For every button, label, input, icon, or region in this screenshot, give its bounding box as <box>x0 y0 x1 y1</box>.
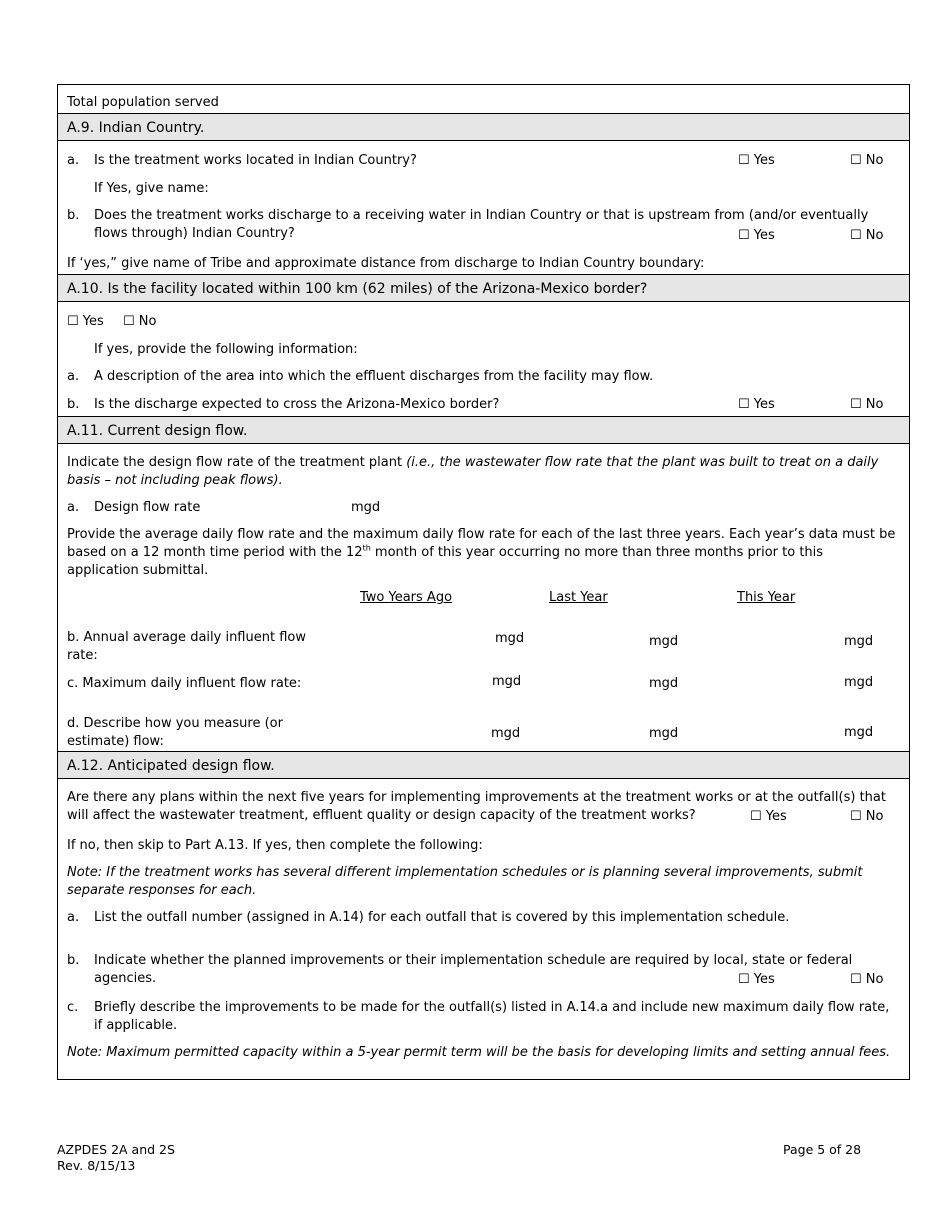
a10-b-yes-checkbox[interactable]: ☐ Yes <box>738 397 775 412</box>
flow-row-c-unit-3: mgd <box>844 675 874 690</box>
flow-row-c-unit-2: mgd <box>649 676 679 691</box>
a11-a-letter: a. <box>67 500 80 515</box>
col-last-year: Last Year <box>549 590 608 605</box>
a11-intro <box>67 454 902 490</box>
flow-row-d-label: d. Describe how you measure (or estimate) flow: <box>67 716 283 749</box>
flow-row-d-unit-3: mgd <box>844 725 874 740</box>
application-form <box>57 84 910 1080</box>
a12-c-letter: c. <box>67 1000 79 1015</box>
a12-note1: Note: If the treatment works has several different implementation schedules or is planning several improvements, submit separate responses for each. <box>67 865 863 898</box>
a10-b-no-checkbox[interactable]: ☐ No <box>850 397 884 412</box>
a9-a-letter: a. <box>67 153 80 168</box>
a11-design-flow-unit: mgd <box>351 500 381 515</box>
a12-b-yes-checkbox[interactable]: ☐ Yes <box>738 972 775 987</box>
a9-a-question: Is the treatment works located in Indian Country? <box>94 153 417 168</box>
a11-provide-part1: Provide the average daily flow rate and the maximum daily flow rate for each of the last three years. Each year’s data must be based on a 12 month time period with the 12 <box>67 527 896 560</box>
a12-plans-yes-checkbox[interactable]: ☐ Yes <box>750 809 787 824</box>
section-a12-title: A.12. Anticipated design flow. <box>67 758 275 774</box>
a9-b-no-checkbox[interactable]: ☐ No <box>850 228 884 243</box>
section-a11-title: A.11. Current design flow. <box>67 423 248 439</box>
section-a10-title: A.10. Is the facility located within 100 km (62 miles) of the Arizona-Mexico border? <box>67 281 648 297</box>
a11-provide-sup: th <box>362 543 371 553</box>
a9-tribe-label: If ‘yes,” give name of Tribe and approximate distance from discharge to Indian Country boundary: <box>67 256 705 271</box>
population-label: Total population served <box>67 95 219 110</box>
a11-provide-text <box>67 526 897 580</box>
a11-intro-text: Indicate the design flow rate of the treatment plant <box>67 455 407 470</box>
a9-b-question: Does the treatment works discharge to a receiving water in Indian Country or that is upstream from (and/or eventually flows through) Indian Country? <box>94 208 869 241</box>
a12-b-letter: b. <box>67 953 80 968</box>
footer-page-number: Page 5 of 28 <box>783 1142 862 1157</box>
a10-no-checkbox[interactable]: ☐ No <box>123 314 157 329</box>
footer-form-id: AZPDES 2A and 2S <box>57 1142 175 1157</box>
footer-revision: Rev. 8/15/13 <box>57 1158 136 1173</box>
section-a9-title: A.9. Indian Country. <box>67 120 205 136</box>
col-two-years-ago: Two Years Ago <box>360 590 453 605</box>
flow-row-b-label: b. Annual average daily influent flow rate: <box>67 630 306 663</box>
a9-name-label: If Yes, give name: <box>94 181 209 196</box>
a9-b-yes-checkbox[interactable]: ☐ Yes <box>738 228 775 243</box>
a11-provide-part2: month of this year occurring no more than three months prior to this application submittal. <box>67 545 824 578</box>
a10-a-letter: a. <box>67 369 80 384</box>
flow-row-c-label: c. Maximum daily influent flow rate: <box>67 676 302 691</box>
a12-note2: Note: Maximum permitted capacity within a 5-year permit term will be the basis for developing limits and setting annual fees. <box>67 1045 891 1060</box>
a12-plans-question: Are there any plans within the next five years for implementing improvements at the treatment works or at the outfall(s) that will affect the wastewater treatment, effluent quality or design capacity of the treatment works? <box>67 790 886 823</box>
a12-skip-text: If no, then skip to Part A.13. If yes, then complete the following: <box>67 838 483 853</box>
a10-b-letter: b. <box>67 397 80 412</box>
flow-row-d-unit-2: mgd <box>649 726 679 741</box>
a12-plans-no-checkbox[interactable]: ☐ No <box>850 809 884 824</box>
section-a10-header <box>58 274 909 302</box>
a9-a-yes-checkbox[interactable]: ☐ Yes <box>738 153 775 168</box>
section-a9-header <box>58 113 909 141</box>
flow-row-b-unit-1: mgd <box>495 631 525 646</box>
a9-b-letter: b. <box>67 208 80 223</box>
flow-row-b-unit-2: mgd <box>649 634 679 649</box>
flow-row-d-unit-1: mgd <box>491 726 521 741</box>
a10-a-text: A description of the area into which the effluent discharges from the facility may flow. <box>94 369 654 384</box>
a9-a-no-checkbox[interactable]: ☐ No <box>850 153 884 168</box>
a11-intro-italic: (i.e., the wastewater flow rate that the plant was built to treat on a daily basis – not including peak flows). <box>67 455 879 488</box>
flow-row-c-unit-1: mgd <box>492 674 522 689</box>
flow-row-b-unit-3: mgd <box>844 634 874 649</box>
col-this-year: This Year <box>737 590 796 605</box>
a12-a-letter: a. <box>67 910 80 925</box>
a10-yes-checkbox[interactable]: ☐ Yes <box>67 314 104 329</box>
section-a11-header <box>58 416 909 444</box>
a12-a-text: List the outfall number (assigned in A.14) for each outfall that is covered by this implementation schedule. <box>94 910 790 925</box>
a12-b-no-checkbox[interactable]: ☐ No <box>850 972 884 987</box>
a10-b-text: Is the discharge expected to cross the Arizona-Mexico border? <box>94 397 500 412</box>
a10-info-label: If yes, provide the following information: <box>94 342 358 357</box>
a12-c-text: Briefly describe the improvements to be made for the outfall(s) listed in A.14.a and include new maximum daily flow rate, if applicable. <box>94 1000 890 1033</box>
a11-design-flow-label: Design flow rate <box>94 500 201 515</box>
a12-b-text: Indicate whether the planned improvements or their implementation schedule are required by local, state or federal agencies. <box>94 953 853 986</box>
section-a12-header <box>58 751 909 779</box>
